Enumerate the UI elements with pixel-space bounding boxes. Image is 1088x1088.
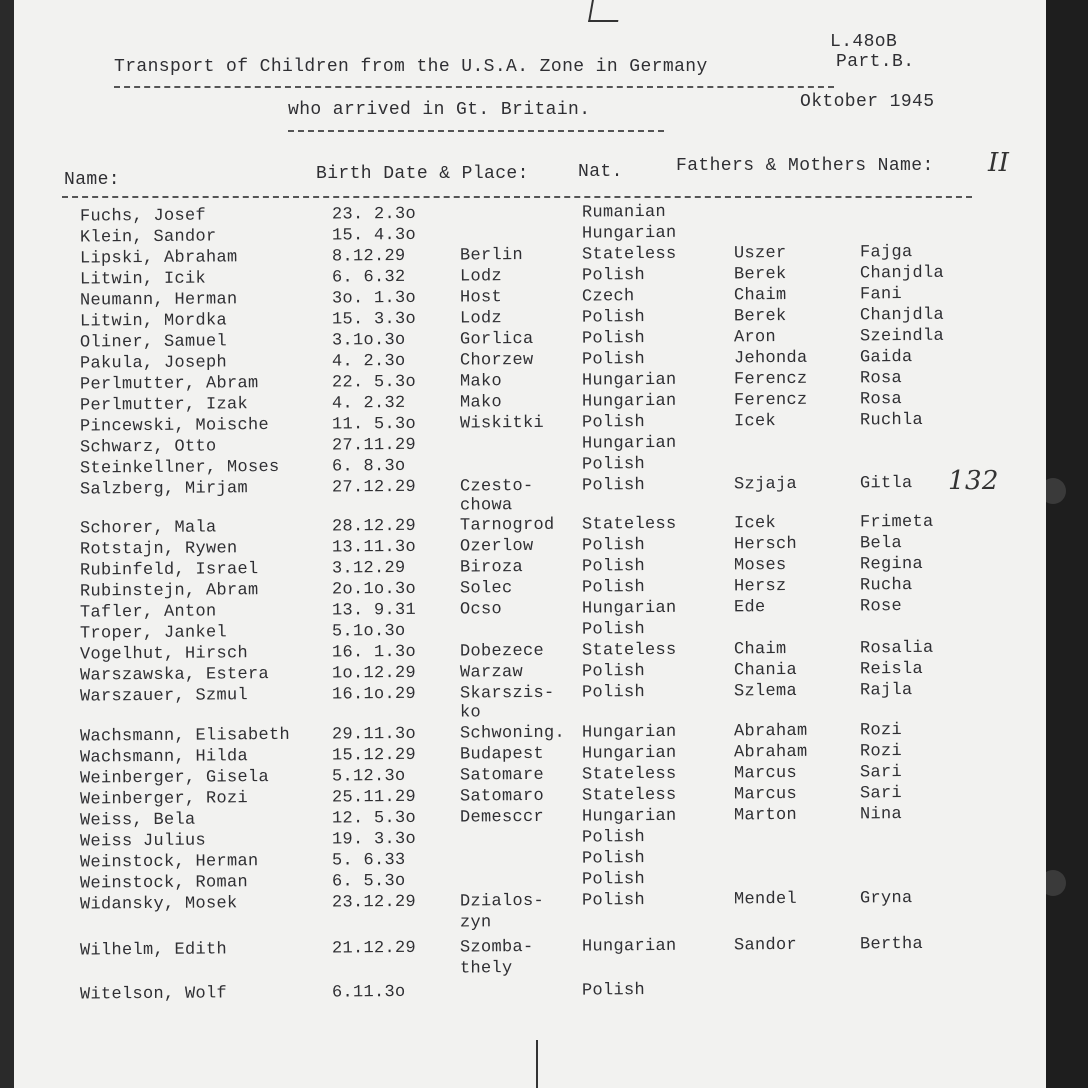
cell-name: Weinberger, Gisela <box>79 768 270 789</box>
cell-name: Wachsmann, Elisabeth <box>79 725 291 747</box>
cell-date: 1o.12.29 <box>331 663 417 684</box>
cell-date: 5.1o.3o <box>331 621 406 642</box>
cell-nat: Hungarian <box>581 936 677 957</box>
cell-mother: Rosa <box>859 390 903 410</box>
cell-name: Perlmutter, Abram <box>79 374 259 395</box>
cell-date: 3.1o.3o <box>331 330 406 351</box>
cell-mother: Sari <box>859 784 903 804</box>
subtitle-underline <box>288 130 664 132</box>
scan-right-edge <box>1046 0 1088 1088</box>
cell-nat: Polish <box>581 413 646 433</box>
cell-mother: Fajga <box>859 242 913 263</box>
scan-left-edge <box>0 0 14 1088</box>
column-header-birth: Birth Date & Place: <box>316 164 529 184</box>
cell-place: Ocso <box>459 600 503 620</box>
cell-father: Chaim <box>733 639 787 660</box>
cell-date: 3o. 1.3o <box>331 288 417 309</box>
cell-nat: Hungarian <box>581 391 677 412</box>
cell-name: Warszawska, Estera <box>79 665 270 686</box>
cell-mother: Rosalia <box>859 638 934 659</box>
cell-father: Marcus <box>733 784 798 805</box>
cell-nat: Hungarian <box>581 223 677 244</box>
cell-father: Hersz <box>733 576 787 597</box>
cell-nat: Hungarian <box>581 433 677 454</box>
cell-mother: Szeindla <box>859 326 945 347</box>
cell-mother: Rajla <box>859 680 913 701</box>
cell-father: Jehonda <box>733 348 808 369</box>
cell-name: Pakula, Joseph <box>79 353 228 374</box>
handwritten-number: 132 <box>948 466 999 496</box>
cell-nat: Stateless <box>581 764 677 785</box>
cell-nat: Rumanian <box>581 202 667 223</box>
cell-date: 16. 1.3o <box>331 642 417 663</box>
cell-place: Dzialos- <box>459 891 545 912</box>
cell-date: 6.11.3o <box>331 982 406 1003</box>
cell-mother: Rucha <box>859 575 913 596</box>
cell-nat: Polish <box>581 891 646 911</box>
cell-mother: Rozi <box>859 721 903 741</box>
cell-mother: Gryna <box>859 888 913 909</box>
cell-name: Klein, Sandor <box>79 227 217 248</box>
header-divider <box>62 196 972 198</box>
cell-date: 8.12.29 <box>331 246 406 267</box>
cell-place: zyn <box>459 913 492 933</box>
document-title: Transport of Children from the U.S.A. Zone in Germany <box>114 57 708 77</box>
cell-father: Abraham <box>733 721 808 742</box>
cell-name: Rubinstejn, Abram <box>79 581 259 602</box>
scan-mark <box>536 1040 578 1088</box>
cell-mother: Bertha <box>859 934 924 955</box>
cell-nat: Hungarian <box>581 370 677 391</box>
cell-name: Salzberg, Mirjam <box>79 479 249 500</box>
cell-nat: Polish <box>581 536 646 556</box>
cell-nat: Stateless <box>581 244 677 265</box>
cell-nat: Polish <box>581 266 646 286</box>
cell-nat: Polish <box>581 828 646 848</box>
cell-place: Warzaw <box>459 663 524 683</box>
cell-place: Szomba- <box>459 937 534 958</box>
cell-date: 16.1o.29 <box>331 684 417 705</box>
cell-place: ko <box>459 703 482 723</box>
cell-date: 4. 2.32 <box>331 393 406 414</box>
cell-nat: Polish <box>581 350 646 370</box>
cell-nat: Polish <box>581 455 646 475</box>
cell-date: 2o.1o.3o <box>331 579 417 600</box>
cell-name: Oliner, Samuel <box>79 332 228 353</box>
cell-nat: Polish <box>581 662 646 682</box>
cell-name: Troper, Jankel <box>79 623 228 644</box>
cell-name: Wilhelm, Edith <box>79 940 228 961</box>
cell-date: 5. 6.33 <box>331 850 406 871</box>
cell-father: Berek <box>733 264 787 285</box>
cell-date: 5.12.3o <box>331 766 406 787</box>
cell-name: Litwin, Mordka <box>79 311 228 332</box>
cell-date: 6. 8.3o <box>331 456 406 477</box>
cell-name: Tafler, Anton <box>79 602 217 623</box>
cell-date: 29.11.3o <box>331 724 417 745</box>
cell-place: Wiskitki <box>459 413 545 434</box>
cell-place: Mako <box>459 393 503 413</box>
cell-date: 15. 4.3o <box>331 225 417 246</box>
cell-name: Warszauer, Szmul <box>79 686 249 707</box>
cell-place: chowa <box>459 496 513 516</box>
cell-name: Steinkellner, Moses <box>79 457 280 479</box>
document-page <box>14 0 1046 1088</box>
cell-nat: Polish <box>581 683 646 703</box>
cell-place: Satomaro <box>459 786 545 807</box>
cell-father: Szjaja <box>733 474 798 495</box>
cell-name: Perlmutter, Izak <box>79 395 249 416</box>
cell-name: Widansky, Mosek <box>79 894 238 915</box>
cell-place: Lodz <box>459 267 503 287</box>
cell-nat: Polish <box>581 981 646 1001</box>
cell-name: Schorer, Mala <box>79 518 217 539</box>
cell-mother: Gitla <box>859 473 913 494</box>
cell-father: Berek <box>733 306 787 327</box>
cell-mother: Chanjdla <box>859 263 945 284</box>
cell-place: Gorlica <box>459 329 534 350</box>
cell-name: Litwin, Icik <box>79 269 207 290</box>
column-header-name: Name: <box>64 170 121 190</box>
cell-place: Host <box>459 288 503 308</box>
cell-name: Weinberger, Rozi <box>79 789 249 810</box>
cell-name: Neumann, Herman <box>79 290 238 311</box>
cell-nat: Stateless <box>581 640 677 661</box>
cell-place: Demesccr <box>459 807 545 828</box>
cell-father: Marcus <box>733 763 798 784</box>
cell-date: 15.12.29 <box>331 745 417 766</box>
cell-father: Chania <box>733 660 798 681</box>
cell-father: Moses <box>733 555 787 576</box>
cell-mother: Bela <box>859 534 903 554</box>
cell-father: Ede <box>733 598 766 618</box>
cell-place: thely <box>459 959 513 979</box>
cell-mother: Rose <box>859 597 903 617</box>
cell-place: Skarszis- <box>459 683 555 704</box>
cell-father: Icek <box>733 412 777 432</box>
cell-mother: Nina <box>859 805 903 825</box>
cell-name: Vogelhut, Hirsch <box>79 644 249 665</box>
cell-place: Berlin <box>459 246 524 266</box>
cell-father: Uszer <box>733 243 787 264</box>
cell-nat: Polish <box>581 308 646 328</box>
cell-date: 27.11.29 <box>331 435 417 456</box>
cell-nat: Hungarian <box>581 722 677 743</box>
cell-date: 27.12.29 <box>331 477 417 498</box>
cell-date: 3.12.29 <box>331 558 406 579</box>
cell-name: Rubinfeld, Israel <box>79 560 259 581</box>
cell-mother: Ruchla <box>859 410 924 431</box>
cell-father: Icek <box>733 514 777 534</box>
cell-place: Mako <box>459 372 503 392</box>
cell-place: Solec <box>459 579 513 599</box>
document-subtitle: who arrived in Gt. Britain. <box>288 100 591 120</box>
cell-date: 11. 5.3o <box>331 414 417 435</box>
cell-name: Weiss, Bela <box>79 810 196 831</box>
scan-mark <box>588 0 622 22</box>
cell-name: Wachsmann, Hilda <box>79 747 249 768</box>
cell-date: 6. 5.3o <box>331 871 406 892</box>
cell-nat: Hungarian <box>581 743 677 764</box>
cell-date: 23. 2.3o <box>331 204 417 225</box>
cell-nat: Polish <box>581 476 646 496</box>
cell-date: 28.12.29 <box>331 516 417 537</box>
cell-place: Budapest <box>459 744 545 765</box>
cell-name: Rotstajn, Rywen <box>79 539 238 560</box>
cell-nat: Hungarian <box>581 598 677 619</box>
cell-date: 21.12.29 <box>331 938 417 959</box>
cell-father: Sandor <box>733 935 798 956</box>
cell-date: 23.12.29 <box>331 892 417 913</box>
cell-name: Weinstock, Roman <box>79 873 249 894</box>
cell-nat: Stateless <box>581 785 677 806</box>
cell-father: Mendel <box>733 889 798 910</box>
cell-father: Szlema <box>733 681 798 702</box>
cell-mother: Sari <box>859 763 903 783</box>
cell-place: Lodz <box>459 309 503 329</box>
document-date: Oktober 1945 <box>800 92 935 112</box>
cell-date: 4. 2.3o <box>331 351 406 372</box>
cell-name: Lipski, Abraham <box>79 248 238 269</box>
cell-date: 6. 6.32 <box>331 267 406 288</box>
cell-mother: Gaida <box>859 347 913 368</box>
cell-nat: Polish <box>581 870 646 890</box>
cell-mother: Fani <box>859 285 903 305</box>
cell-nat: Hungarian <box>581 806 677 827</box>
cell-place: Ozerlow <box>459 536 534 557</box>
cell-father: Aron <box>733 328 777 348</box>
cell-date: 13.11.3o <box>331 537 417 558</box>
roman-numeral-mark: II <box>988 148 1010 178</box>
reference-code: L.48oB <box>830 32 898 52</box>
cell-nat: Polish <box>581 329 646 349</box>
cell-nat: Stateless <box>581 514 677 535</box>
cell-nat: Polish <box>581 849 646 869</box>
cell-place: Dobezece <box>459 641 545 662</box>
column-header-parents: Fathers & Mothers Name: <box>676 156 934 176</box>
cell-nat: Polish <box>581 578 646 598</box>
cell-name: Schwarz, Otto <box>79 437 217 458</box>
cell-mother: Rozi <box>859 742 903 762</box>
cell-date: 12. 5.3o <box>331 808 417 829</box>
cell-father: Abraham <box>733 742 808 763</box>
cell-date: 13. 9.31 <box>331 600 417 621</box>
cell-place: Satomare <box>459 765 545 786</box>
cell-mother: Frimeta <box>859 512 934 533</box>
cell-place: Biroza <box>459 558 524 578</box>
cell-date: 15. 3.3o <box>331 309 417 330</box>
cell-nat: Polish <box>581 557 646 577</box>
cell-date: 25.11.29 <box>331 787 417 808</box>
column-header-nationality: Nat. <box>578 162 623 182</box>
cell-mother: Regina <box>859 554 924 575</box>
cell-place: Chorzew <box>459 350 534 371</box>
cell-nat: Czech <box>581 287 635 307</box>
cell-name: Fuchs, Josef <box>79 206 207 227</box>
cell-name: Pincewski, Moische <box>79 416 270 437</box>
cell-name: Witelson, Wolf <box>79 984 228 1005</box>
cell-place: Schwoning. <box>459 723 566 744</box>
cell-date: 22. 5.3o <box>331 372 417 393</box>
cell-name: Weinstock, Herman <box>79 852 259 873</box>
title-underline <box>114 86 834 88</box>
cell-father: Hersch <box>733 534 798 555</box>
cell-mother: Reisla <box>859 659 924 680</box>
cell-mother: Rosa <box>859 369 903 389</box>
cell-name: Weiss Julius <box>79 831 207 852</box>
cell-nat: Polish <box>581 620 646 640</box>
cell-father: Marton <box>733 805 798 826</box>
cell-mother: Chanjdla <box>859 305 945 326</box>
cell-father: Ferencz <box>733 390 808 411</box>
cell-place: Czesto- <box>459 476 534 497</box>
cell-father: Chaim <box>733 285 787 306</box>
cell-father: Ferencz <box>733 369 808 390</box>
cell-date: 19. 3.3o <box>331 829 417 850</box>
cell-place: Tarnogrod <box>459 515 555 536</box>
part-label: Part.B. <box>836 52 915 72</box>
